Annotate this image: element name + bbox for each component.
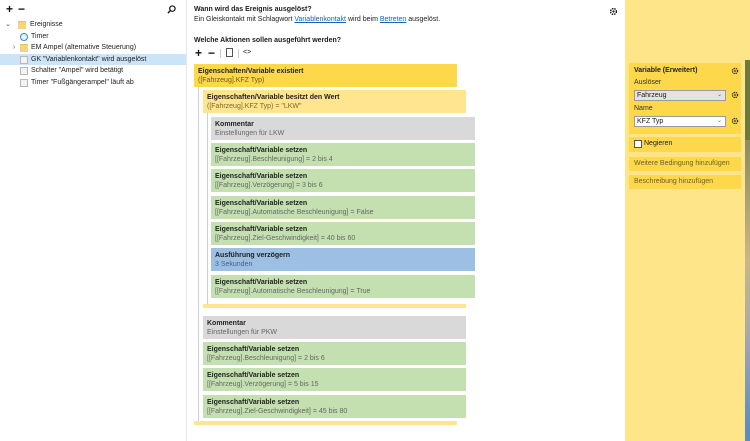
block-subtitle: ([Fahrzeug].KFZ Typ) = "LKW" <box>207 103 302 110</box>
block-subtitle: [[Fahrzeug].Beschleunigung] = 2 bis 6 <box>207 355 325 362</box>
set-variable-block[interactable] <box>211 143 475 166</box>
block-subtitle: Einstellungen für PKW <box>207 329 278 336</box>
copy-icon[interactable] <box>226 48 233 57</box>
tree-connector <box>207 113 208 303</box>
add-description-button[interactable]: Beschreibung hinzufügen <box>629 175 741 189</box>
block-subtitle: [[Fahrzeug].Verzögerung] = 3 bis 6 <box>215 182 323 189</box>
document-icon <box>20 56 28 64</box>
condition-end-bar <box>194 421 457 425</box>
add-action-button[interactable]: + <box>195 46 203 60</box>
negate-label: Negieren <box>644 140 673 147</box>
block-subtitle: [[Fahrzeug].Automatische Beschleunigung] = True <box>215 288 371 295</box>
tree-connector <box>207 298 208 304</box>
tree-item-em-ampel[interactable] <box>0 42 186 54</box>
actions-question: Welche Aktionen sollen ausgeführt werden? <box>194 37 342 44</box>
block-subtitle: Einstellungen für LKW <box>215 130 285 137</box>
set-variable-block[interactable] <box>203 368 466 391</box>
trigger-text: wird beim <box>346 16 380 23</box>
block-title: Eigenschaft/Variable setzen <box>215 200 308 207</box>
chevron-down-icon[interactable]: ⌄ <box>5 21 11 28</box>
set-variable-block[interactable] <box>211 169 475 192</box>
trigger-text: Ein Gleiskontakt mit Schlagwort <box>194 16 295 23</box>
tree-item-label: Ereignisse <box>30 21 63 28</box>
set-variable-block[interactable] <box>203 395 466 418</box>
block-title: Eigenschaften/Variable besitzt den Wert <box>207 94 340 101</box>
sidebar-toolbar <box>4 3 178 15</box>
remove-action-button[interactable]: − <box>208 46 216 60</box>
chevron-down-icon: ⌄ <box>716 92 722 98</box>
block-subtitle: [[Fahrzeug].Ziel-Geschwindigkeit] = 40 bis 60 <box>215 235 356 242</box>
delay-block[interactable] <box>211 248 475 271</box>
block-title: Eigenschaften/Variable existiert <box>198 68 304 75</box>
gear-icon[interactable] <box>731 67 739 75</box>
name-select-value: KFZ Typ <box>637 118 664 125</box>
folder-icon <box>18 21 26 29</box>
chevron-right-icon[interactable]: › <box>12 44 16 51</box>
add-event-button[interactable]: + <box>6 2 14 16</box>
condition-block-value[interactable] <box>203 90 466 113</box>
set-variable-block[interactable] <box>211 275 475 298</box>
block-subtitle: [[Fahrzeug].Automatische Beschleunigung] = False <box>215 209 374 216</box>
trigger-mode-link[interactable]: Betreten <box>379 16 407 23</box>
tree-item-label: Timer "Fußgängerampel" läuft ab <box>31 78 134 86</box>
block-title: Eigenschaft/Variable setzen <box>207 399 300 406</box>
search-icon[interactable] <box>167 5 176 14</box>
block-title: Ausführung verzögern <box>215 252 291 259</box>
comment-block[interactable] <box>211 117 475 140</box>
toolbar-divider <box>220 49 221 58</box>
trigger-select[interactable] <box>634 90 726 101</box>
tree-item-timer[interactable] <box>0 31 186 43</box>
event-editor <box>187 0 625 441</box>
block-subtitle: [[Fahrzeug].Ziel-Geschwindigkeit] = 45 bis 80 <box>207 408 348 415</box>
block-subtitle: [[Fahrzeug].Verzögerung] = 5 bis 15 <box>207 381 319 388</box>
name-label: Name <box>634 105 653 112</box>
tree-connector <box>198 87 199 422</box>
name-select[interactable] <box>634 116 726 127</box>
block-title: Eigenschaft/Variable setzen <box>215 279 308 286</box>
block-title: Eigenschaft/Variable setzen <box>207 372 300 379</box>
variable-condition-card <box>629 63 741 134</box>
set-variable-block[interactable] <box>211 196 475 219</box>
negate-row <box>629 137 741 152</box>
trigger-description <box>194 16 440 23</box>
block-subtitle: ([Fahrzeug].KFZ Typ) <box>198 77 265 84</box>
event-sidebar <box>0 0 187 441</box>
condition-block-exists[interactable] <box>194 64 457 87</box>
block-title: Eigenschaft/Variable setzen <box>215 226 308 233</box>
set-variable-block[interactable] <box>211 222 475 245</box>
block-subtitle: [[Fahrzeug].Beschleunigung] = 2 bis 4 <box>215 156 333 163</box>
tree-item-label: GK "Variablenkontakt" wird ausgelöst <box>31 55 147 63</box>
document-icon <box>20 79 28 87</box>
panel-title: Variable (Erweitert) <box>634 67 698 74</box>
desktop-background-edge <box>745 0 750 441</box>
trigger-select-value: Fahrzeug <box>637 92 667 99</box>
gear-icon[interactable] <box>609 7 618 16</box>
tree-item-label: Timer <box>31 32 49 40</box>
gear-icon[interactable] <box>731 91 739 99</box>
block-title: Kommentar <box>207 320 246 327</box>
block-subtitle: 3 Sekunden <box>215 261 253 268</box>
tree-item-label: Schalter "Ampel" wird betätigt <box>31 67 124 74</box>
document-icon <box>20 67 28 75</box>
block-title: Eigenschaft/Variable setzen <box>207 346 300 353</box>
code-view-button[interactable]: <> <box>243 49 252 56</box>
negate-checkbox[interactable] <box>634 140 642 148</box>
tree-item-timer-fussgaengerampel[interactable] <box>0 77 186 89</box>
tree-item-ereignisse[interactable] <box>0 19 186 31</box>
clock-icon <box>20 33 28 41</box>
block-title: Eigenschaft/Variable setzen <box>215 173 308 180</box>
remove-event-button[interactable]: − <box>18 2 26 16</box>
comment-block[interactable] <box>203 316 466 339</box>
keyword-link[interactable]: Variablenkontakt <box>294 16 346 23</box>
tree-item-label: EM Ampel (alternative Steuerung) <box>31 44 137 51</box>
set-variable-block[interactable] <box>203 342 466 365</box>
event-tree <box>0 19 186 88</box>
trigger-label: Auslöser <box>634 79 662 86</box>
trigger-question: Wann wird das Ereignis ausgelöst? <box>194 6 312 13</box>
properties-panel <box>625 0 745 441</box>
gear-icon[interactable] <box>731 117 739 125</box>
tree-item-schalter-ampel[interactable] <box>0 65 186 77</box>
folder-icon <box>20 44 28 52</box>
chevron-down-icon: ⌄ <box>716 118 722 124</box>
tree-item-gk-variablenkontakt[interactable] <box>0 54 186 66</box>
add-condition-button[interactable]: Weitere Bedingung hinzufügen <box>629 157 741 171</box>
toolbar-divider <box>238 49 239 58</box>
block-title: Kommentar <box>215 121 254 128</box>
block-title: Eigenschaft/Variable setzen <box>215 147 308 154</box>
condition-end-bar <box>203 304 466 308</box>
trigger-text: ausgelöst. <box>406 16 441 23</box>
